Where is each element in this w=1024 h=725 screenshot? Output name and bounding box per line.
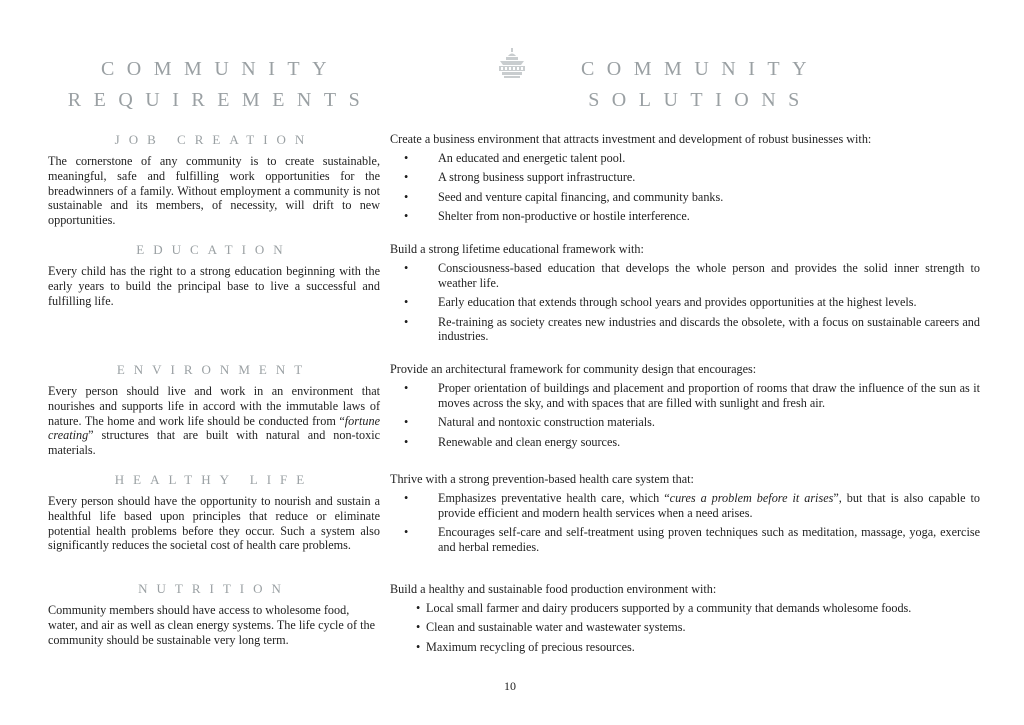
italic-phrase: fortune creating [48,413,380,443]
list-item: • Shelter from non-productive or hostile interference. [404,209,690,224]
requirement-environment [48,362,380,458]
solution-education [390,242,980,349]
bullet: • [404,295,409,310]
bullet: • [404,491,409,505]
solution-intro: Provide an architectural framework for community design that encourages: [390,362,757,376]
solution-nutrition [390,582,980,659]
list-item: • Maximum recycling of precious resources. [416,639,635,654]
section-heading: EDUCATION [136,242,292,257]
solution-job-creation [390,132,980,229]
solution-intro: Create a business environment that attracts investment and development of robust businesses with: [390,132,872,146]
title-right-text: COMMUNITY SOLUTIONS [580,58,820,111]
bullet: • [404,209,409,224]
bullet: • [416,601,421,615]
section-heading: JOB CREATION [114,132,314,147]
requirement-text: Every child has the right to a strong education beginning with the early years to build the principal base to live a successful and fulfilling life. [48,264,380,308]
list-item: • Early education that extends through school years and provides opportunities at the highest levels. [404,295,917,310]
bullet: • [416,639,421,654]
bullet: • [404,170,409,185]
bullet: • [416,620,421,635]
requirement-healthy-life [48,472,380,553]
community-requirements-title [60,54,380,116]
bullet: • [404,314,409,329]
solution-healthy-life [390,472,980,559]
requirement-job-creation [48,132,380,228]
list-item: • Seed and venture capital financing, and community banks. [404,189,724,204]
requirement-text: Every person should live and work in an environment that nourishes and supports life in accord with the immutable laws of nature. The home and work life should be conducted from “fortune creating” structures that are built with natural and non-toxic materials. [48,384,380,458]
community-solutions-title [560,54,840,116]
bullet: • [404,381,409,395]
list-item: • An educated and energetic talent pool. [404,151,626,165]
italic-phrase: cures a problem before it arises [669,491,834,505]
requirement-education [48,242,380,308]
list-item: • A strong business support infrastructure. [404,170,636,185]
bullet: • [404,434,409,449]
section-heading: NUTRITION [138,581,290,596]
bullet: • [404,415,409,430]
bullet: • [404,189,409,204]
stupa-emblem-icon [494,47,530,83]
list-item: • Natural and nontoxic construction materials. [404,415,655,430]
section-heading: ENVIRONMENT [116,362,312,377]
list-item: • Local small farmer and dairy producers supported by a community that demands wholesome foods. [416,601,912,615]
requirement-nutrition [48,581,380,647]
solution-intro: Build a healthy and sustainable food production environment with: [390,582,717,596]
section-heading: HEALTHY LIFE [114,472,314,487]
list-item: • Encourages self-care and self-treatment using proven techniques such as meditation, massage, yoga, exercise and herbal remedies. [404,525,980,554]
list-item: • Consciousness-based education that develops the whole person and provides the solid inner strength to weather life. [404,261,980,290]
requirement-text: Every person should have the opportunity to nourish and sustain a healthful life based upon principles that reduce or eliminate potential health problems before they occur. Such a system also significantly reduces the societal cost of health care problems. [48,494,380,553]
list-item: • Clean and sustainable water and wastewater systems. [416,620,686,635]
list-item: • Emphasizes preventative health care, which “cures a problem before it arises”, but that is also capable to provide efficient and modern health services when a need arises. [404,491,980,520]
bullet: • [404,261,409,275]
list-item: • Renewable and clean energy sources. [404,434,621,449]
solution-environment [390,362,980,454]
solution-intro: Thrive with a strong prevention-based health care system that: [390,472,694,486]
solution-intro: Build a strong lifetime educational framework with: [390,242,644,256]
requirement-text: Community members should have access to wholesome food, water, and air as well as clean energy systems. The life cycle of the community should be sustainable very long term. [48,603,375,647]
title-left-text: COMMUNITY REQUIREMENTS [67,58,373,111]
list-item: • Re-training as society creates new industries and discards the obsolete, with a focus on sustainable careers and industries. [404,314,980,344]
list-item: • Proper orientation of buildings and placement and proportion of rooms that draw the influence of the sun as it moves across the sky, and with spaces that are filled with sunlight and fresh air. [404,381,980,410]
bullet: • [404,151,409,165]
page-number: 10 [504,679,516,693]
bullet: • [404,525,409,540]
requirement-text: The cornerstone of any community is to create sustainable, meaningful, safe and fulfilling work opportunities for the breadwinners of a family. Without employment a community is not sustainable and its members, of necessity, will drift to new opportunities. [48,154,380,228]
